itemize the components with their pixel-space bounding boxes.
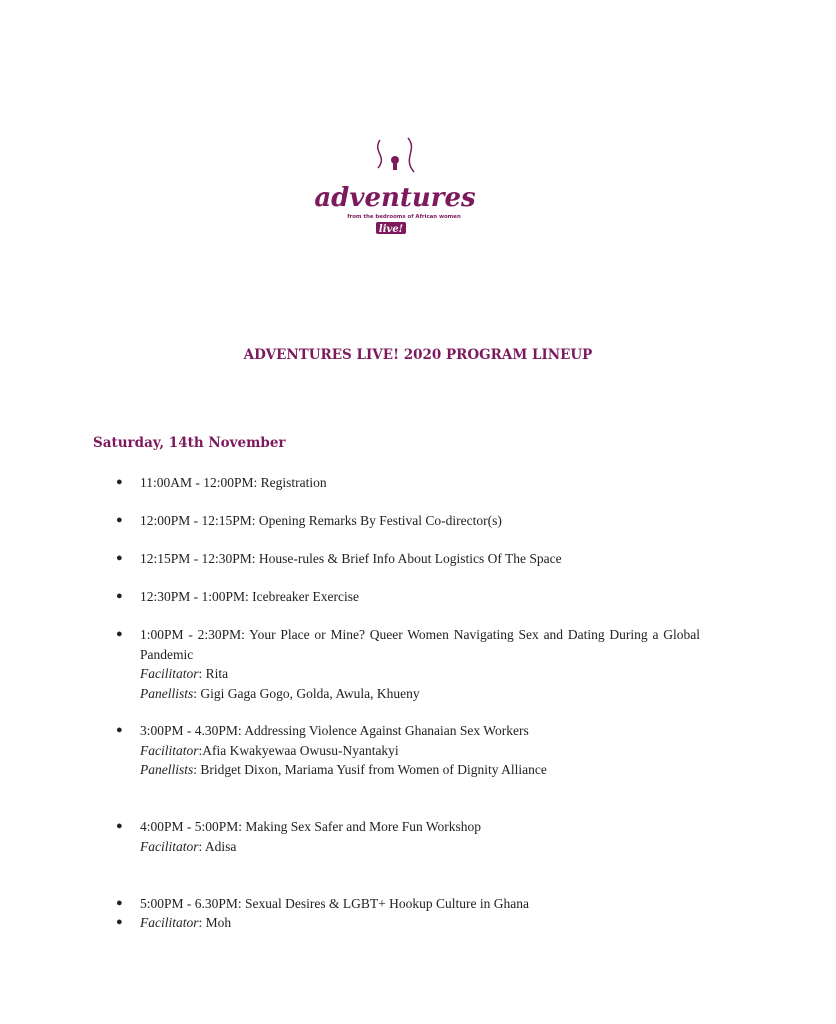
- list-item: [116, 625, 700, 703]
- item-text: 1:00PM - 2:30PM: Your Place or Mine? Queer Women Navigating Sex and Dating During a Global Pandemic: [140, 627, 700, 662]
- list-item: [116, 721, 700, 780]
- facilitator-label: Facilitator: [140, 915, 199, 930]
- panellists-label: Panellists: [140, 762, 194, 777]
- bullet: ●: [116, 476, 123, 488]
- bullet: ●: [116, 552, 123, 564]
- item-text: 12:15PM - 12:30PM: House-rules & Brief Info About Logistics Of The Space: [140, 551, 562, 566]
- item-text: 12:30PM - 1:00PM: Icebreaker Exercise: [140, 589, 359, 604]
- list-item: [116, 894, 700, 914]
- facilitator-label: Facilitator: [140, 742, 199, 758]
- list-item: [116, 913, 700, 933]
- program-title: ADVENTURES LIVE! 2020 PROGRAM LINEUP: [243, 347, 593, 363]
- facilitator-line: [140, 837, 700, 857]
- bullet: ●: [116, 897, 123, 909]
- bullet: ●: [116, 514, 123, 526]
- facilitator-line: [140, 913, 700, 933]
- bullet: ●: [116, 820, 123, 832]
- item-text: 11:00AM - 12:00PM: Registration: [140, 475, 327, 490]
- facilitator-label: Facilitator: [140, 838, 199, 854]
- list-item: [116, 511, 700, 531]
- list-item: [116, 473, 700, 493]
- bullet: ●: [116, 724, 123, 736]
- facilitator-value: : Adisa: [198, 838, 237, 854]
- bullet: ●: [116, 590, 123, 602]
- logo-badge: live!: [378, 224, 404, 235]
- facilitator-line: [140, 741, 700, 761]
- item-text: 12:00PM - 12:15PM: Opening Remarks By Festival Co-director(s): [140, 513, 502, 528]
- item-text: 4:00PM - 5:00PM: Making Sex Safer and More Fun Workshop: [140, 819, 482, 834]
- section-date: Saturday, 14th November: [93, 435, 286, 451]
- panellists-value: : Bridget Dixon, Mariama Yusif from Women of Dignity Alliance: [193, 762, 547, 777]
- logo-graphic: [314, 134, 476, 238]
- list-item: [116, 549, 700, 569]
- adventures-logo: [314, 134, 476, 238]
- list-item: [116, 587, 700, 607]
- facilitator-value: : Rita: [198, 666, 229, 681]
- item-text: 5:00PM - 6.30PM: Sexual Desires & LGBT+ Hookup Culture in Ghana: [140, 896, 529, 911]
- logo-wordmark: adventures: [314, 183, 476, 213]
- panellists-line: [140, 760, 700, 780]
- logo-tagline: from the bedrooms of African women: [347, 214, 461, 220]
- bullet: ●: [116, 916, 123, 928]
- panellists-label: Panellists: [140, 685, 194, 701]
- panellists-line: [140, 684, 700, 704]
- list-item: [116, 817, 700, 856]
- facilitator-line: [140, 664, 700, 684]
- bullet: ●: [116, 628, 123, 640]
- facilitator-value: : Moh: [198, 915, 232, 930]
- facilitator-label: Facilitator: [140, 666, 199, 681]
- panellists-value: : Gigi Gaga Gogo, Golda, Awula, Khueny: [193, 685, 420, 701]
- facilitator-value: :Afia Kwakyewaa Owusu-Nyantakyi: [198, 742, 399, 758]
- item-text: 3:00PM - 4.30PM: Addressing Violence Against Ghanaian Sex Workers: [140, 723, 529, 738]
